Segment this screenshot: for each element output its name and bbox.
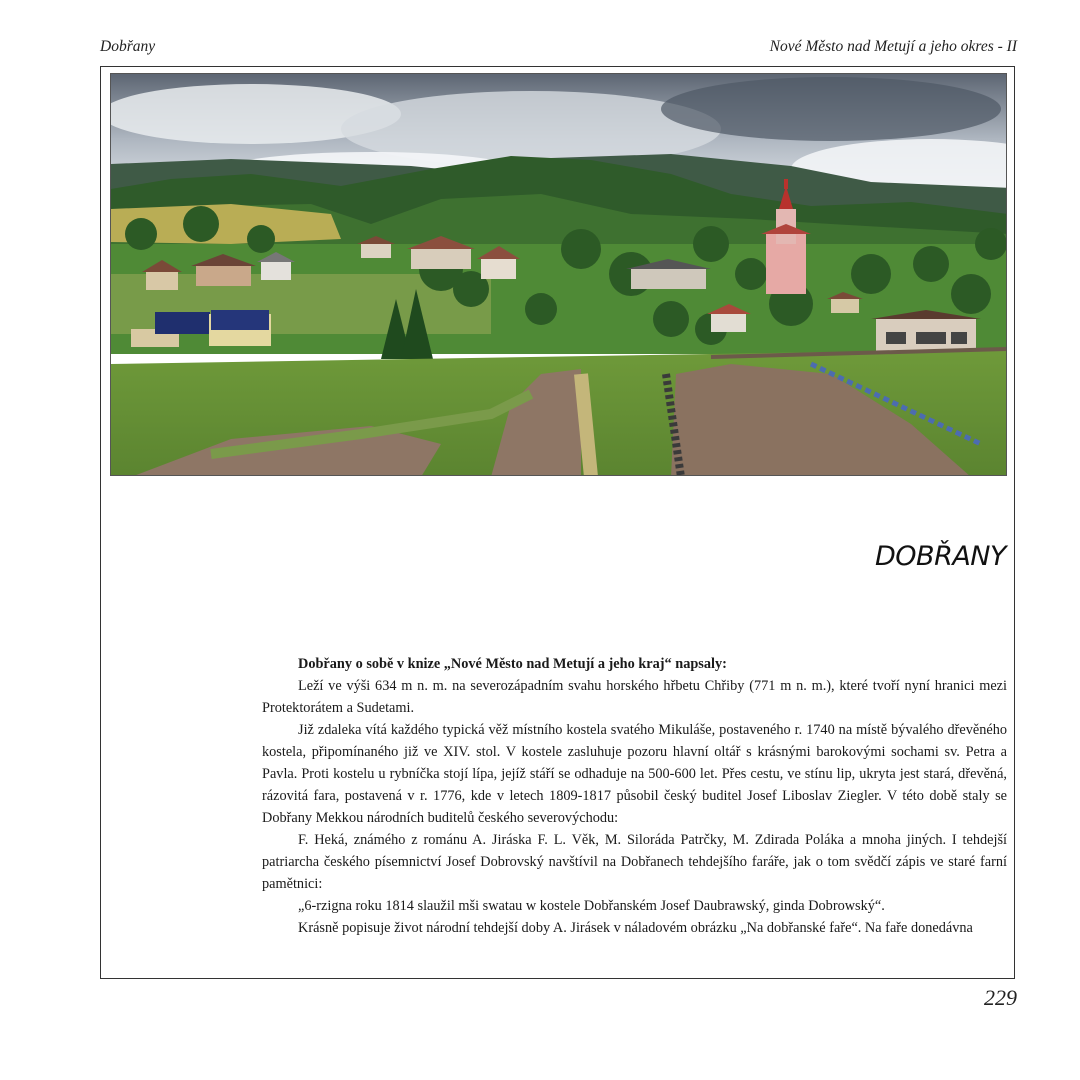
page-frame xyxy=(100,66,1015,979)
running-head-right: Nové Město nad Metují a jeho okres - II xyxy=(769,38,1017,55)
paragraph: F. Heká, známého z románu A. Jiráska F. L. Věk, M. Siloráda Patrčky, M. Zdirada Poláka a mnoha jiných. I tehdejší patriarcha českého písemnictví Josef Dobrovský navštívil na Dobřanech tehdejšího faráře, jak o tom svědčí zápis ve staré farní pamětnici: xyxy=(262,832,1007,892)
village-panorama-photo xyxy=(110,73,1007,476)
lead-paragraph: Dobřany o sobě v knize „Nové Město nad Metují a jeho kraj“ napsaly: xyxy=(298,656,727,672)
page-number: 229 xyxy=(984,985,1017,1010)
quote-paragraph: „6-rzigna roku 1814 slaužil mši swatau w kostele Dobřanském Josef Daubrawský, ginda Dobrowský“. xyxy=(298,898,885,914)
paragraph: Krásně popisuje život národní tehdejší doby A. Jirásek v náladovém obrázku „Na dobřanské faře“. Na faře donedávna xyxy=(298,920,973,936)
page-title: DOBŘANY xyxy=(875,541,1006,572)
body-text xyxy=(262,653,1007,939)
paragraph: Leží ve výši 634 m n. m. na severozápadním svahu horského hřbetu Chřiby (771 m n. m.), které tvoří nyní hranici mezi Protektorátem a Sudetami. xyxy=(262,678,1007,716)
running-head-left: Dobřany xyxy=(100,38,156,55)
paragraph: Již zdaleka vítá každého typická věž místního kostela svatého Mikuláše, postaveného r. 1740 na místě bývalého dřevěného kostela, připomínaného již ve XIV. stol. V kostele zasluhuje pozoru hlavní oltář s krásnými barokovými sochami sv. Petra a Pavla. Proti kostelu u rybníčka stojí lípa, jejíž stáří se odhaduje na 500-600 let. Přes cestu, ve stínu lip, ukryta jest stará, dřevěná, rázovitá fara, postavená v r. 1776, kde v letech 1809-1817 působil český buditel Josef Liboslav Ziegler. V této době staly se Dobřany Mekkou národních buditelů českého severovýchodu: xyxy=(262,722,1007,826)
